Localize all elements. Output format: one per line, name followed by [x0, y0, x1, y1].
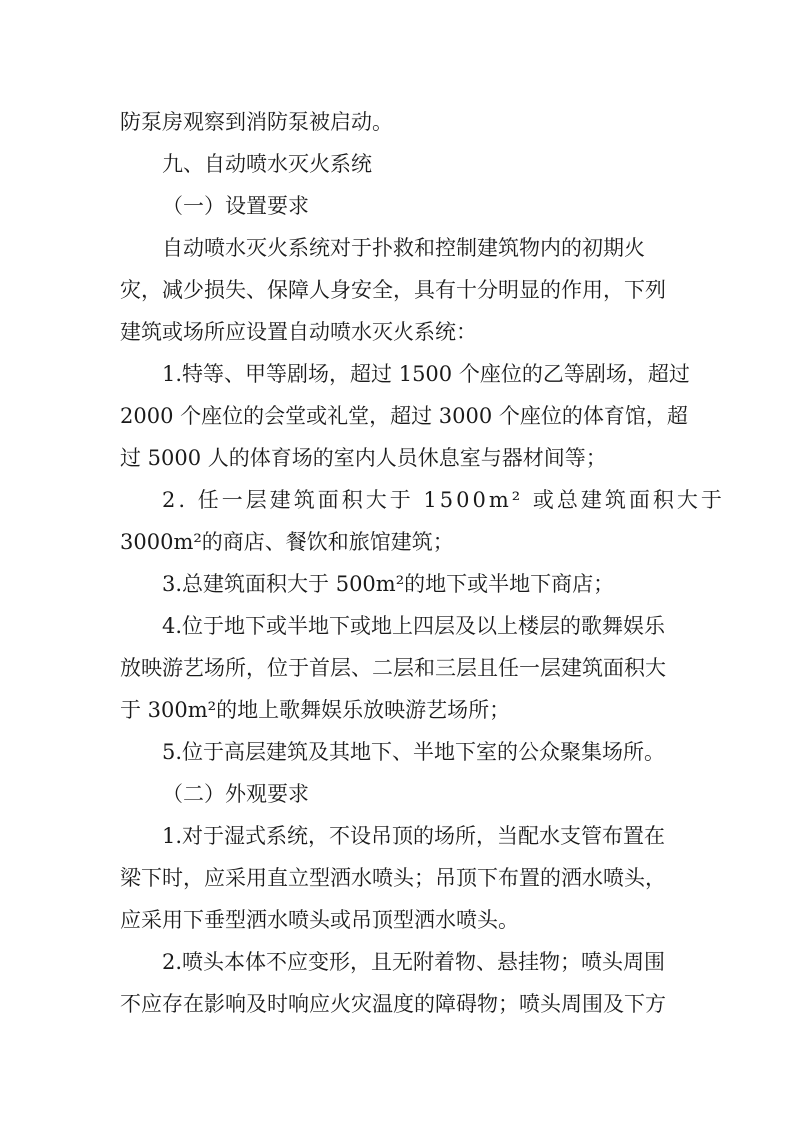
- text-line: 应采用下垂型洒水喷头或吊顶型洒水喷头。: [120, 908, 519, 932]
- subsection-heading: （一）设置要求: [162, 194, 309, 218]
- text-line: 2000 个座位的会堂或礼堂，超过 3000 个座位的体育馆，超: [120, 404, 688, 428]
- list-item: 1.特等、甲等剧场，超过 1500 个座位的乙等剧场，超过: [162, 362, 690, 386]
- list-item: 1.对于湿式系统，不设吊顶的场所，当配水支管布置在: [162, 824, 666, 848]
- text-line: 3000m²的商店、餐饮和旅馆建筑；: [120, 530, 454, 554]
- text-line: 梁下时，应采用直立型洒水喷头；吊顶下布置的洒水喷头，: [120, 866, 666, 890]
- text-line: 不应存在影响及时响应火灾温度的障碍物；喷头周围及下方: [120, 992, 666, 1016]
- section-heading: 九、自动喷水灭火系统: [162, 152, 372, 176]
- text-line: 放映游艺场所，位于首层、二层和三层且任一层建筑面积大: [120, 656, 666, 680]
- text-line: 于 300m²的地上歌舞娱乐放映游艺场所；: [120, 698, 511, 722]
- list-item: 5.位于高层建筑及其地下、半地下室的公众聚集场所。: [162, 740, 666, 764]
- list-item: 2.喷头本体不应变形，且无附着物、悬挂物；喷头周围: [162, 950, 666, 974]
- text-line: 自动喷水灭火系统对于扑救和控制建筑物内的初期火: [162, 236, 645, 260]
- text-line: 建筑或场所应设置自动喷水灭火系统：: [120, 320, 477, 344]
- text-line: 防泵房观察到消防泵被启动。: [120, 110, 393, 134]
- list-item: 2. 任一层建筑面积大于 1500m² 或总建筑面积大于: [162, 488, 725, 512]
- list-item: 4.位于地下或半地下或地上四层及以上楼层的歌舞娱乐: [162, 614, 666, 638]
- text-line: 灾，减少损失、保障人身安全，具有十分明显的作用，下列: [120, 278, 666, 302]
- text-line: 过 5000 人的体育场的室内人员休息室与器材间等；: [120, 446, 607, 470]
- subsection-heading: （二）外观要求: [162, 782, 309, 806]
- list-item: 3.总建筑面积大于 500m²的地下或半地下商店；: [162, 572, 615, 596]
